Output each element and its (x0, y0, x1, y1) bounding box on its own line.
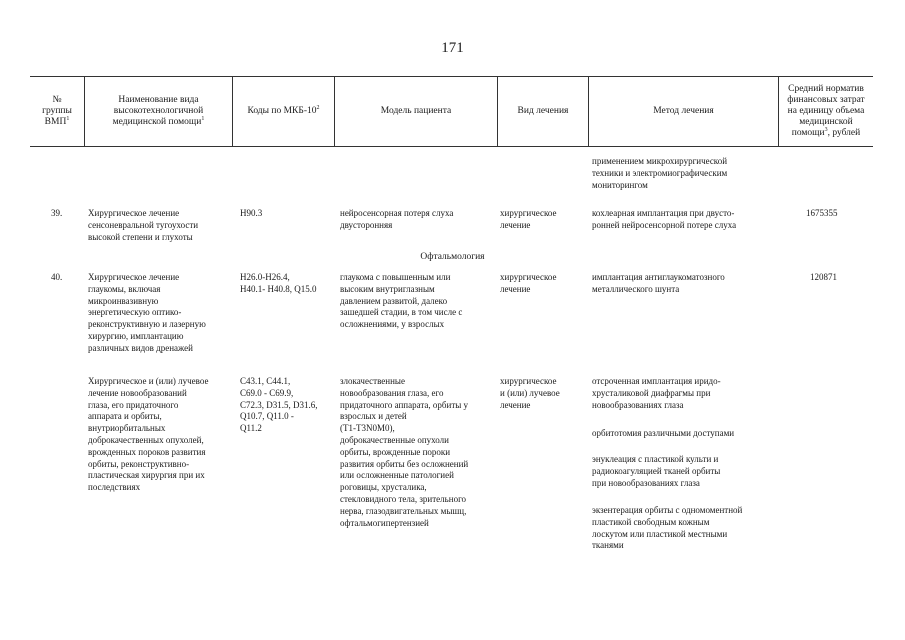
header-footnote-1: 1 (201, 115, 205, 122)
header-treatment-method-text: Метод лечения (653, 106, 714, 116)
header-care-type-text: Наименование вида высокотехнологичной медицинской помощи (112, 95, 204, 127)
section-title: Офтальмология (420, 252, 485, 262)
row40-treatment-type: хирургическое лечение (500, 272, 557, 294)
page-number: 171 (441, 40, 464, 56)
header-patient-model-text: Модель пациента (380, 106, 452, 116)
header-footnote-2: 2 (316, 104, 320, 111)
row40b-care-type: Хирургическое и (или) лучевое лечение новообразований глаза, его придаточного аппарата и орбиты, внутриорбитальных доброкачественных опухолей, врожденных пороков развития орбиты, реконструктивно- пластическая хирургия при их последствиях (88, 376, 209, 493)
header-cost-norm-unit: , рублей (827, 128, 861, 138)
header-cost-norm-text: Средний норматив финансовых затрат на единицу объема медицинской помощи (787, 84, 865, 138)
row40b-method-3: энуклеация с пластикой культи и радиокоагуляцией тканей орбиты при новообразованиях глаза (592, 454, 721, 488)
row39-treatment-method: кохлеарная имплантация при двусто- ронней нейросенсорной потере слуха (592, 208, 737, 230)
header-treatment-type-text: Вид лечения (517, 106, 569, 116)
header-icd-codes-text: Коды по МКБ-10 (247, 106, 317, 116)
row40b-treatment-type: хирургическое и (или) лучевое лечение (500, 376, 560, 410)
row40b-method-4: экзентерация орбиты с одномоментной пластикой свободным кожным лоскутом или пластикой местными тканями (592, 505, 743, 551)
header-footnote-1: 1 (66, 115, 70, 122)
row40-treatment-method: имплантация антиглаукоматозного металлического шунта (592, 272, 725, 294)
header-group-number-text: № группы ВМП (42, 95, 72, 127)
header-cost-norm (779, 76, 873, 147)
row40-care-type: Хирургическое лечение глаукомы, включая микроинвазивную энергетическую оптико- реконструктивную и лазерную хирургию, имплантацию различных видов дренажей (88, 272, 206, 353)
row39-treatment-type: хирургическое лечение (500, 208, 557, 230)
row39-icd-codes: H90.3 (240, 208, 263, 218)
header-footnote-3: 3 (824, 126, 828, 133)
header-group-number (30, 76, 84, 147)
row40-cost: 120871 (810, 272, 837, 282)
row39-patient-model: нейросенсорная потеря слуха двусторонняя (340, 208, 454, 230)
row39-cost: 1675355 (806, 208, 838, 218)
row40b-icd-codes: C43.1, C44.1, C69.0 - C69.9, C72.3, D31.5, D31.6, Q10.7, Q11.0 - Q11.2 (240, 376, 318, 434)
continued-method: применением микрохирургической техники и электромиографическим мониторингом (592, 156, 728, 190)
row40-patient-model: глаукома с повышенным или высоким внутриглазным давлением развитой, далеко зашедшей стадии, в том числе с осложнениями, у взрослых (340, 272, 463, 330)
row39-number: 39. (51, 208, 63, 218)
header-treatment-method (589, 76, 778, 147)
row40-icd-codes: H26.0-H26.4, H40.1- H40.8, Q15.0 (240, 272, 317, 294)
row40b-method-2: орбитотомия различными доступами (592, 428, 735, 438)
row39-care-type: Хирургическое лечение сенсоневральной тугоухости высокой степени и глухоты (88, 208, 199, 242)
header-treatment-type (498, 76, 588, 147)
header-patient-model (335, 76, 497, 147)
row40b-patient-model: злокачественные новообразования глаза, его придаточного аппарата, орбиты у взрослых и детей (T1-T3N0M0), доброкачественные опухоли орбиты, врожденные пороки развития орбиты без осложнений или осложненные патологией роговицы, хрусталика, стекловидного тела, зрительного нерва, глазодвигательных мышц, офтальмогипертензией (340, 376, 469, 528)
row40-number: 40. (51, 272, 63, 282)
header-care-type (85, 76, 232, 147)
header-icd-codes (233, 76, 334, 147)
row40b-method-1: отсроченная имплантация иридо- хрусталиковой диафрагмы при новообразованиях глаза (592, 376, 721, 410)
